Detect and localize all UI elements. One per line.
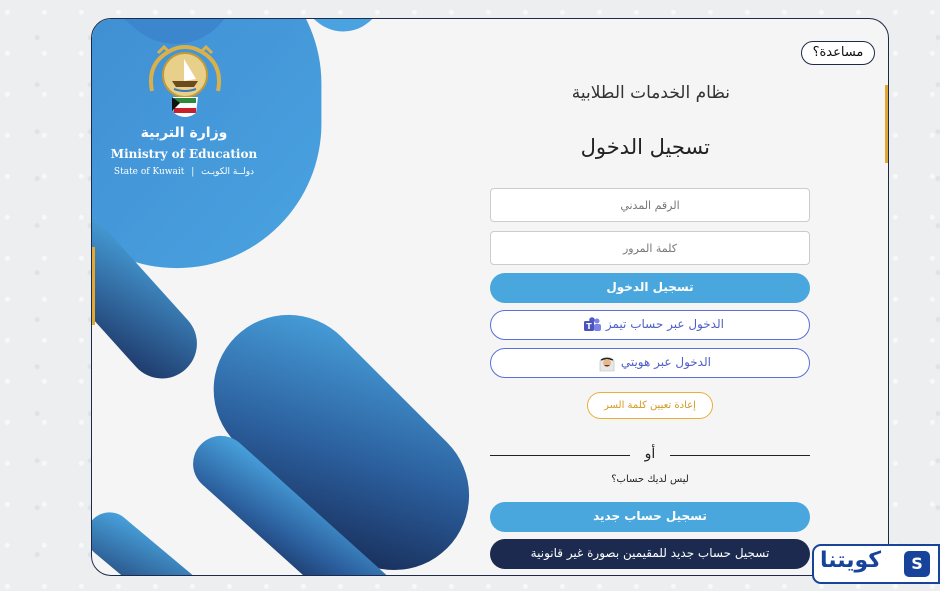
page-title: تسجيل الدخول [580, 135, 710, 159]
no-account-text: ليس لديك حساب؟ [611, 474, 689, 485]
ministry-logo [92, 19, 292, 219]
state-name-english: State of Kuwait [113, 167, 185, 177]
or-divider [490, 447, 810, 463]
login-card [91, 18, 889, 576]
hawyati-avatar-icon [597, 353, 617, 373]
help-button[interactable]: مساعدة؟ [801, 41, 875, 65]
kuwaitna-logo-icon: S [904, 551, 930, 577]
password-input[interactable] [490, 231, 810, 265]
reset-password-button[interactable]: إعادة تعيين كلمة السر [587, 392, 713, 419]
civil-id-input[interactable] [490, 188, 810, 222]
right-gold-accent [885, 85, 888, 163]
teams-login-label: الدخول عبر حساب تيمز [605, 317, 724, 331]
state-line [92, 167, 276, 177]
or-label: أو [644, 446, 656, 462]
register-illegal-residents-button[interactable]: تسجيل حساب جديد للمقيمين بصورة غير قانونية [490, 539, 810, 569]
teams-icon [584, 317, 602, 333]
svg-text:T: T [586, 321, 592, 331]
ministry-name-arabic: وزارة التربية [140, 125, 228, 141]
hawyati-login-button[interactable] [490, 348, 810, 378]
ministry-name-english: Ministry of Education [110, 147, 258, 161]
divider-line-right [670, 455, 810, 456]
state-separator: | [191, 167, 195, 177]
register-button[interactable]: تسجيل حساب جديد [490, 502, 810, 532]
system-title: نظام الخدمات الطلابية [571, 83, 730, 103]
hawyati-login-label: الدخول عبر هويتي [620, 355, 711, 369]
teams-login-button[interactable] [490, 310, 810, 340]
state-name-arabic: دولــة الكويـت [201, 167, 255, 177]
kuwaitna-watermark [812, 544, 940, 584]
kuwait-emblem-icon [144, 41, 226, 127]
kuwaitna-brand-text: كويتنا [820, 548, 882, 573]
left-gold-accent [92, 247, 95, 325]
login-button[interactable]: تسجيل الدخول [490, 273, 810, 303]
